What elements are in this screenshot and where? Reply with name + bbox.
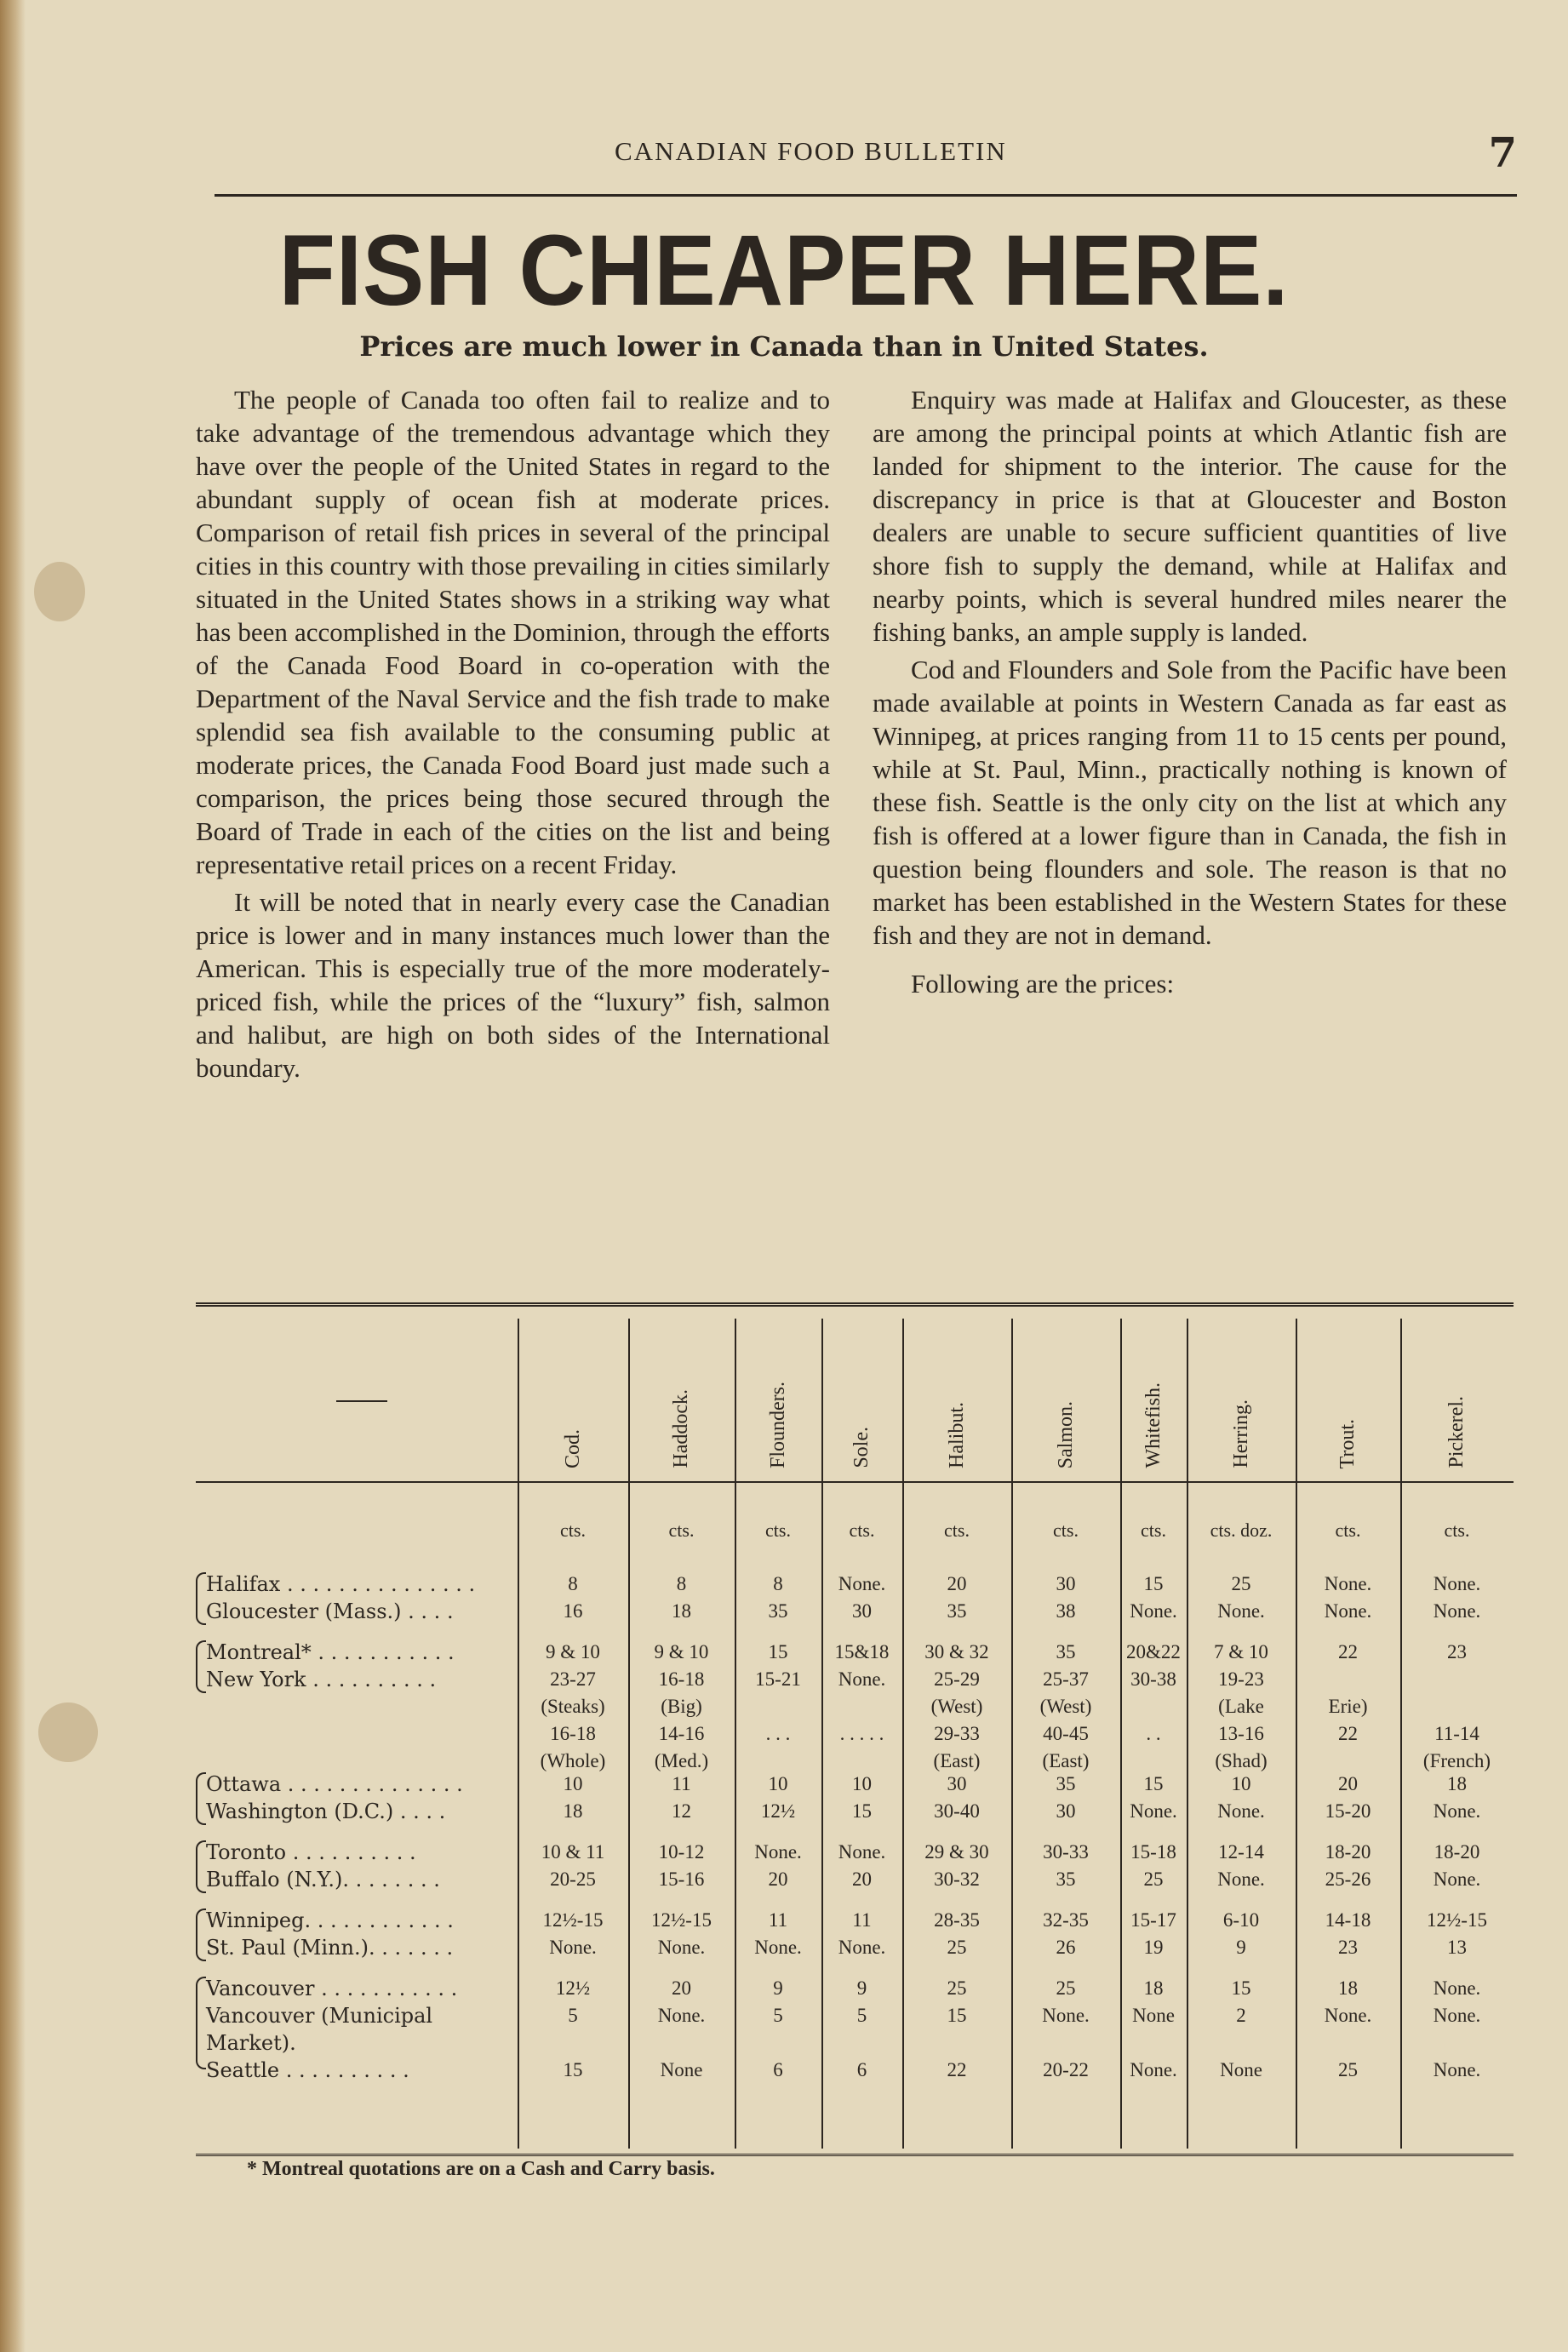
city-names — [196, 1771, 519, 1825]
city-name: New York . . . . . . . . . . — [206, 1668, 437, 1691]
unit-label: cts. — [765, 1519, 791, 1541]
city-name: Vancouver . . . . . . . . . . . — [206, 1977, 458, 2000]
unit-label: cts. — [1444, 1519, 1470, 1541]
unit-label: cts. doz. — [1210, 1519, 1273, 1541]
price-cell: None. 20 — [838, 1841, 886, 1890]
price-cell: 30-33 35 — [1043, 1841, 1089, 1890]
price-cell: 15 15-21 . . . — [755, 1641, 801, 1744]
price-cell: 22 Erie) 22 — [1328, 1641, 1368, 1744]
price-cell: 10 18 — [563, 1773, 583, 1822]
price-cell: 11 12 — [672, 1773, 691, 1822]
fish-name: Cod. — [561, 1428, 584, 1468]
price-cell: 11 None. — [838, 1909, 886, 1958]
article-paragraph: Cod and Flounders and Sole from the Pacific have been made available at points in Western Canada as far east as Winnipeg, at prices ranging from 11 to 15 cents per pound, while at St. Paul, Minn., practically nothing is known of these fish. Seattle is the only city on the list at which any fish is offered at a lower figure than in Canada, the fish in question being flounders and sole. The reason is that no market has been established in the Western States for these fish and they are not in demand. — [873, 655, 1507, 950]
fish-column-header — [902, 1332, 1011, 1468]
fish-name: Haddock. — [670, 1389, 692, 1468]
price-cell: 20 15-20 — [1325, 1773, 1371, 1822]
group-brace — [196, 1908, 206, 1961]
article-paragraph: Enquiry was made at Halifax and Gloucester, as these are among the principal points at which Atlantic fish are landed for shipment to the interior. The cause for the discrepancy in price is that at Gloucester and Boston dealers are unable to secure sufficient quantities of live shore fish to supply the demand, while at Halifax and nearby points, which is several hundred miles nearer the fishing banks, an ample supply is landed. — [873, 385, 1507, 647]
city-names — [196, 1839, 519, 1893]
price-cell: None. 20 — [754, 1841, 802, 1890]
price-cell: 18 None None. — [1130, 1977, 1177, 2080]
price-cell: 28-35 25 — [934, 1909, 980, 1958]
article-column-left — [196, 383, 830, 1089]
price-cell: 8 16 — [563, 1573, 583, 1622]
price-cell: 14-18 23 — [1325, 1909, 1371, 1958]
city-names — [196, 1639, 519, 1693]
unit-label: cts. — [560, 1519, 586, 1541]
price-cell: 20 None. None — [657, 1977, 706, 2080]
fish-name: Halibut. — [945, 1402, 968, 1468]
page-number: 7 — [1488, 129, 1517, 177]
article-headline: FISH CHEAPER HERE. — [278, 215, 1290, 327]
fish-column-header — [1120, 1332, 1187, 1468]
unit-label: cts. — [849, 1519, 875, 1541]
price-cell: 32-35 26 — [1043, 1909, 1089, 1958]
price-cell: 12½-15 13 — [1427, 1909, 1487, 1958]
price-cell: 12½-15 None. — [542, 1909, 604, 1958]
price-cell: None. 30 — [838, 1573, 886, 1622]
price-cell: 15-18 25 — [1130, 1841, 1176, 1890]
fish-name: Whitefish. — [1142, 1382, 1165, 1468]
price-cell: 15 2 None — [1220, 1977, 1262, 2080]
fish-column-header — [1187, 1332, 1296, 1468]
price-cell: 15-17 19 — [1130, 1909, 1176, 1958]
city-name: Buffalo (N.Y.). . . . . . . . — [206, 1868, 440, 1891]
city-name: Winnipeg. . . . . . . . . . . . — [206, 1908, 454, 1932]
fish-name: Trout. — [1336, 1418, 1359, 1468]
group-brace — [196, 1640, 206, 1693]
price-cell: 15 None. — [1130, 1773, 1177, 1822]
price-cell: 8 35 — [768, 1573, 788, 1622]
city-names — [196, 1907, 519, 1961]
price-cell: 12½ 5 15 — [555, 1977, 591, 2080]
price-cell: 15&18 None. . . . . . — [834, 1641, 890, 1744]
city-name: St. Paul (Minn.). . . . . . . — [206, 1936, 454, 1960]
price-cell: None. None. None. — [1433, 1977, 1481, 2080]
price-cell: 23 11-14 (French) — [1422, 1641, 1491, 1771]
city-name: Vancouver (Municipal Market). — [206, 2004, 433, 2055]
table-corner — [336, 1400, 387, 1402]
fish-column-header — [518, 1332, 628, 1468]
fish-name: Herring. — [1229, 1399, 1252, 1468]
city-name: Montreal* . . . . . . . . . . . — [206, 1640, 455, 1664]
fish-name: Sole. — [850, 1427, 873, 1468]
price-cell: 9 & 10 16-18 (Big) 14-16 (Med.) — [654, 1641, 709, 1771]
price-cell: 29 & 30 30-32 — [924, 1841, 989, 1890]
city-name: Toronto . . . . . . . . . . — [206, 1840, 416, 1864]
price-cell: 8 18 — [672, 1573, 691, 1622]
city-names — [196, 1975, 519, 2084]
city-name: Halifax . . . . . . . . . . . . . . . — [206, 1572, 476, 1596]
fish-column-header — [628, 1332, 735, 1468]
price-cell: 10 15 — [852, 1773, 872, 1822]
group-brace — [196, 1840, 206, 1893]
price-cell: 25 None. — [1217, 1573, 1265, 1622]
group-brace — [196, 1977, 206, 2069]
price-cell: 9 & 10 23-27 (Steaks) 16-18 (Whole) — [540, 1641, 606, 1771]
city-name: Ottawa . . . . . . . . . . . . . . — [206, 1772, 463, 1796]
fish-column-header — [1011, 1332, 1120, 1468]
article-column-right — [873, 383, 1507, 1004]
running-header — [215, 129, 1517, 179]
price-cell: 10 & 11 20-25 — [541, 1841, 605, 1890]
footnote: * Montreal quotations are on a Cash and Carry basis. — [247, 2158, 715, 2180]
price-cell: 9 5 6 — [773, 1977, 783, 2080]
price-cell: None. None. — [1433, 1573, 1481, 1622]
unit-label: cts. — [668, 1519, 695, 1541]
unit-label: cts. — [1141, 1519, 1166, 1541]
group-brace — [196, 1772, 206, 1825]
price-cell: 18 None. — [1433, 1773, 1481, 1822]
paper-stain — [34, 562, 85, 621]
price-cell: 12-14 None. — [1217, 1841, 1265, 1890]
city-name: Seattle . . . . . . . . . . — [206, 2058, 409, 2082]
price-cell: 12½-15 None. — [651, 1909, 712, 1958]
price-cell: 7 & 10 19-23 (Lake 13-16 (Shad) — [1214, 1641, 1268, 1771]
price-cell: 10 12½ — [760, 1773, 796, 1822]
price-cell: 20 35 — [947, 1573, 967, 1622]
article-paragraph: Following are the prices: — [911, 969, 1175, 999]
fish-name: Flounders. — [766, 1382, 789, 1468]
header-rule — [215, 194, 1517, 197]
price-cell: 6-10 9 — [1222, 1909, 1260, 1958]
price-cell: 18 None. 25 — [1324, 1977, 1372, 2080]
price-cell: 35 30 — [1056, 1773, 1076, 1822]
running-title: CANADIAN FOOD BULLETIN — [615, 136, 1007, 166]
price-cell: 30 30-40 — [934, 1773, 980, 1822]
article-paragraph: It will be noted that in nearly every case the Canadian price is lower and in many instances much lower than the American. This is especially true of the more moderately-priced fish, while the prices of the “luxury” fish, salmon and halibut, are high on both sides of the International boundary. — [196, 887, 830, 1083]
city-names — [196, 1571, 519, 1625]
city-name: Washington (D.C.) . . . . — [206, 1800, 446, 1823]
price-cell: 30 38 — [1056, 1573, 1076, 1622]
group-brace — [196, 1572, 206, 1625]
price-cell: 35 25-37 (West) 40-45 (East) — [1039, 1641, 1092, 1771]
fish-column-header — [1296, 1332, 1400, 1468]
price-cell: 11 None. — [754, 1909, 802, 1958]
fish-name: Pickerel. — [1445, 1396, 1468, 1468]
fish-column-header — [1400, 1332, 1514, 1468]
unit-label: cts. — [944, 1519, 970, 1541]
price-cell: 10-12 15-16 — [658, 1841, 705, 1890]
article-paragraph: The people of Canada too often fail to realize and to take advantage of the tremendous advantage which they have over the people of the United States in regard to the abundant supply of ocean fish at moderate prices. Comparison of retail fish prices in several of the principal cities in this country with those prevailing in cities similarly situated in the United States shows in a striking way what has been accomplished in the Dominion, through the efforts of the Canada Food Board in co-operation with the Department of the Naval Service and the fish trade to make splendid sea fish available to the consuming public at moderate prices, the Canada Food Board just made such a comparison, the prices being those secured through the Board of Trade in each of the cities on the list and being representative retail prices on a recent Friday. — [196, 385, 830, 879]
unit-label: cts. — [1335, 1519, 1361, 1541]
price-cell: 20&22 30-38 . . — [1126, 1641, 1181, 1744]
fish-column-header — [735, 1332, 821, 1468]
unit-label: cts. — [1053, 1519, 1079, 1541]
price-cell: 15 None. — [1130, 1573, 1177, 1622]
price-cell: 30 & 32 25-29 (West) 29-33 (East) — [924, 1641, 989, 1771]
price-cell: 18-20 25-26 — [1325, 1841, 1371, 1890]
price-table — [196, 1302, 1514, 2156]
price-cell: None. None. — [1324, 1573, 1372, 1622]
price-cell: 10 None. — [1217, 1773, 1265, 1822]
paper-stain — [38, 1702, 98, 1762]
fish-name: Salmon. — [1054, 1400, 1077, 1468]
price-cell: 25 15 22 — [947, 1977, 967, 2080]
price-cell: 9 5 6 — [856, 1977, 867, 2080]
price-cell: 18-20 None. — [1433, 1841, 1481, 1890]
fish-column-header — [821, 1332, 902, 1468]
article-subheadline: Prices are much lower in Canada than in United States. — [359, 330, 1209, 363]
price-cell: 25 None. 20-22 — [1042, 1977, 1090, 2080]
table-header-rule — [196, 1481, 1514, 1483]
city-name: Gloucester (Mass.) . . . . — [206, 1599, 454, 1623]
